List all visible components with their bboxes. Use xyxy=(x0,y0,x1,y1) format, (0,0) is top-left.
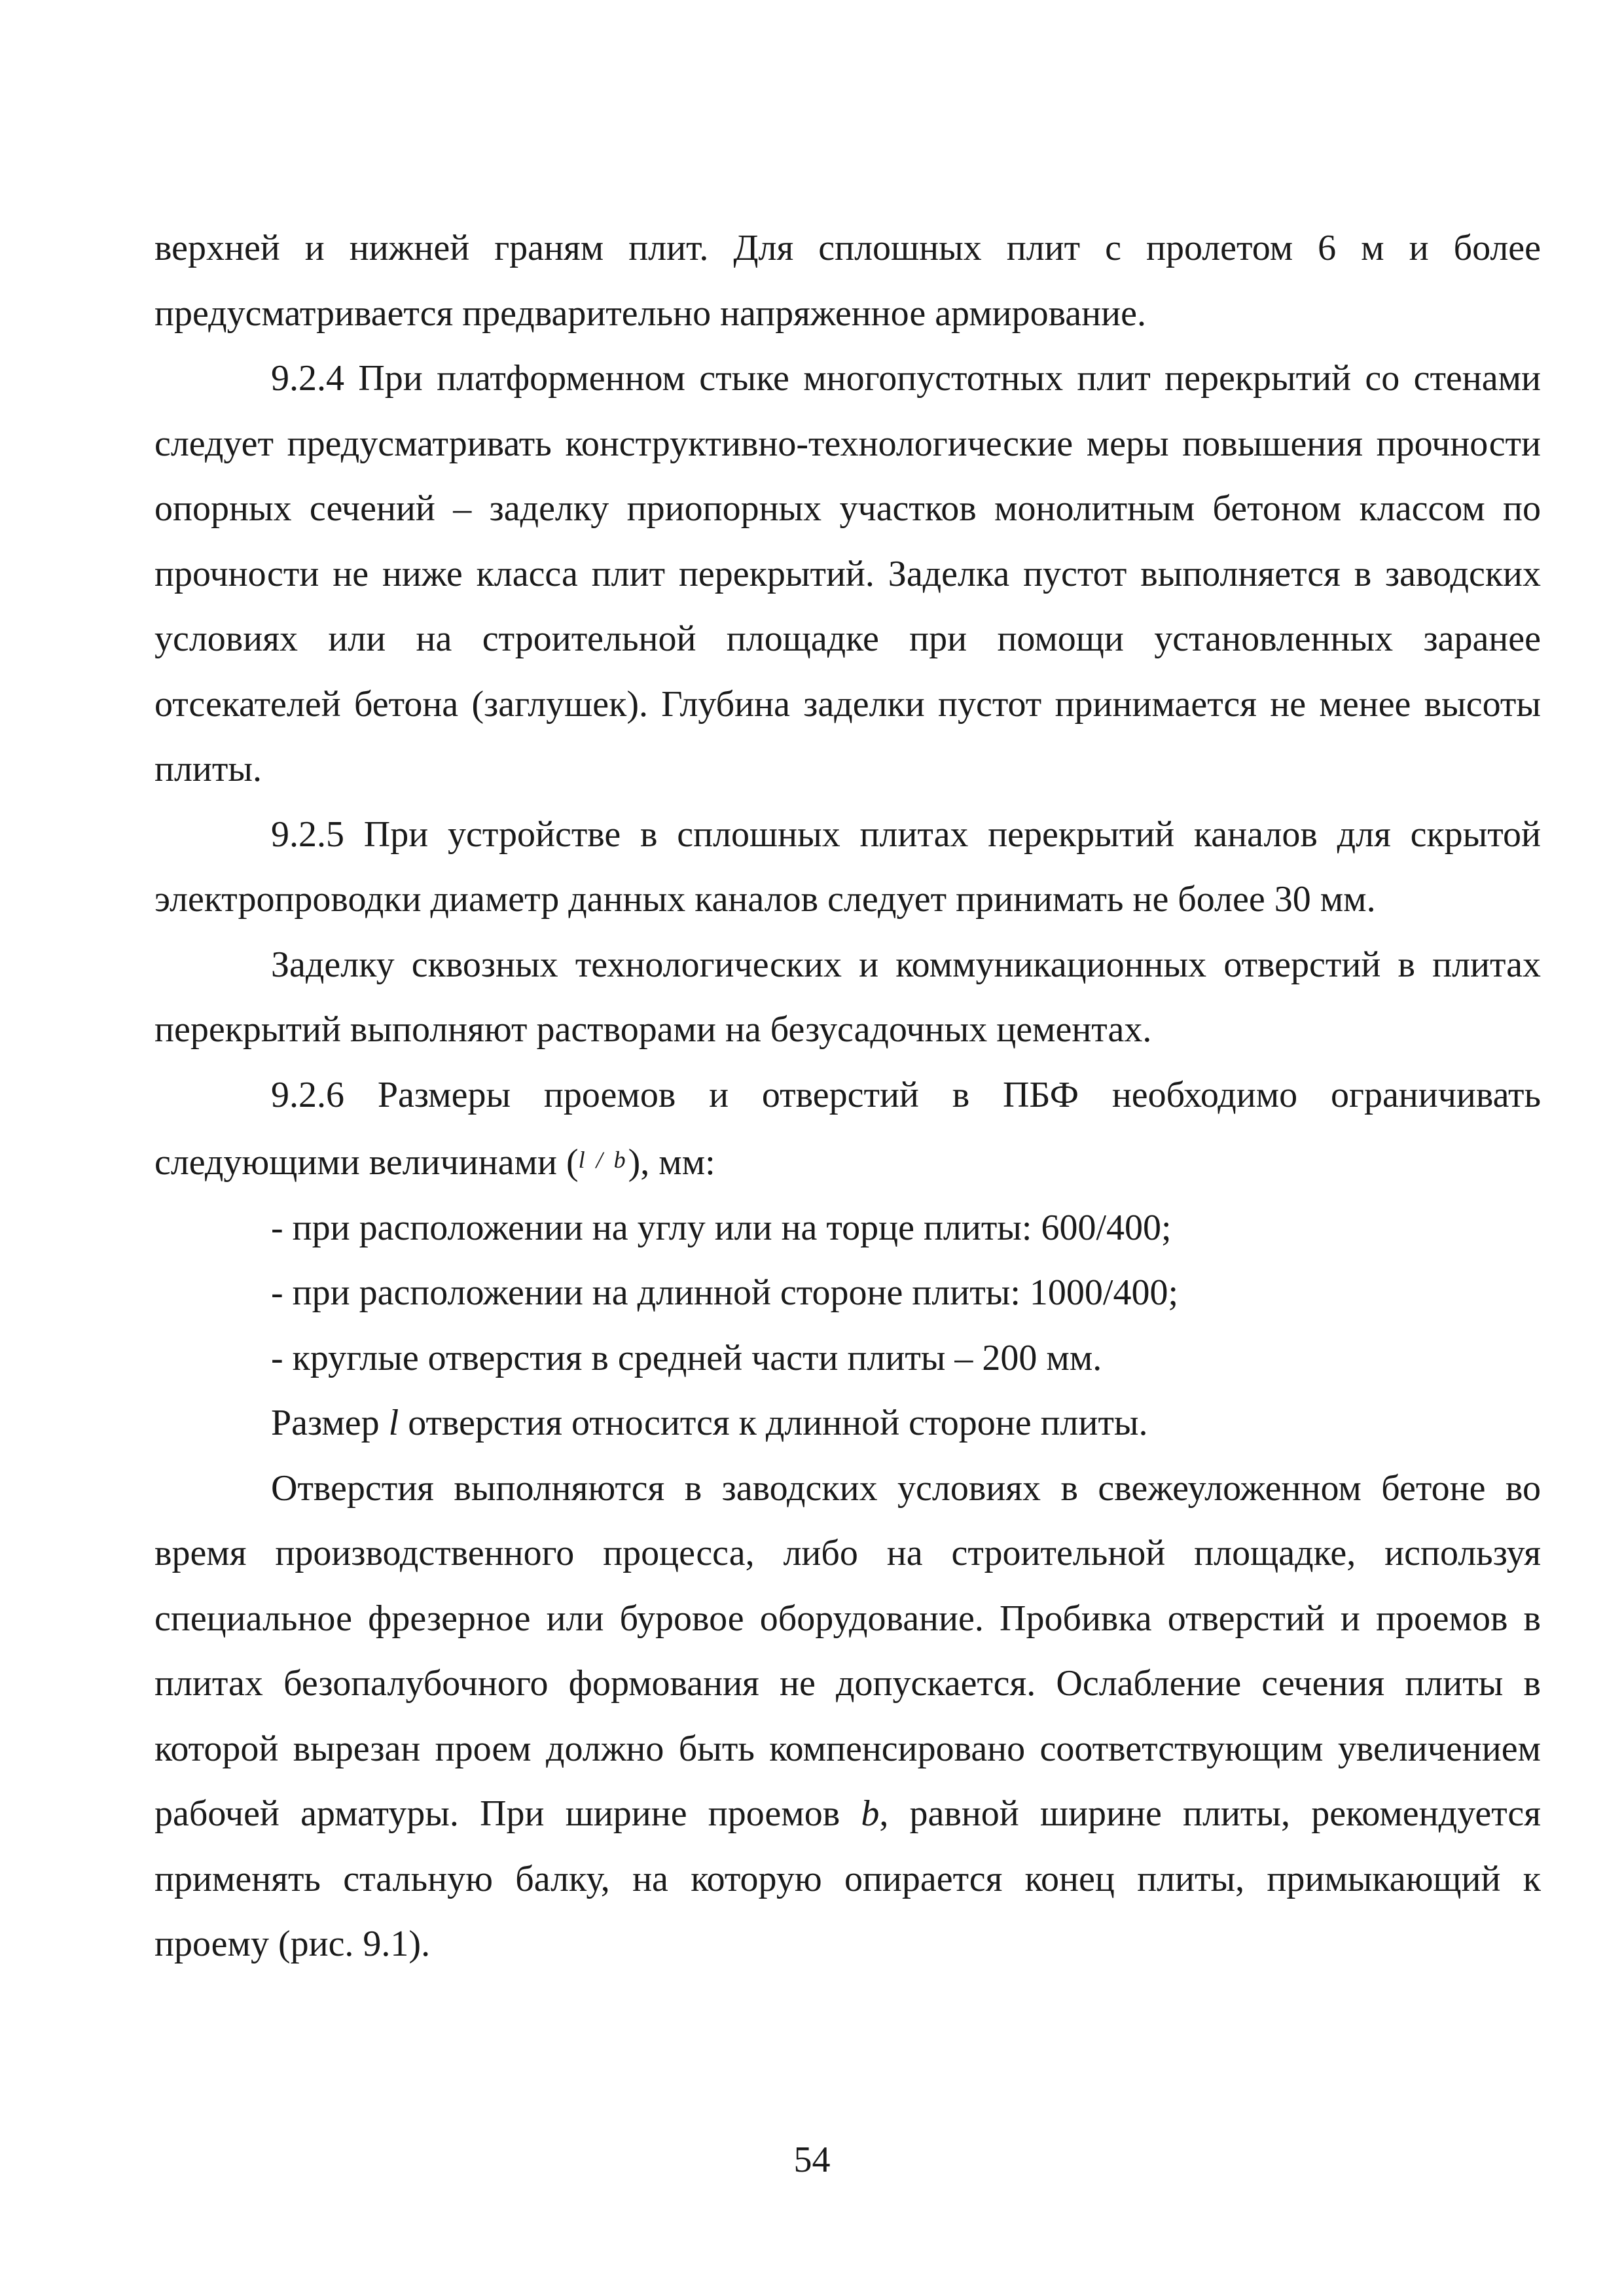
paragraph-openings-execution xyxy=(154,1456,1541,1977)
paragraph-size-l-pre: Размер xyxy=(271,1403,389,1443)
paragraph-9-2-6-tail: ), мм: xyxy=(628,1142,715,1183)
paragraph-9-2-6-text: 9.2.6 Размеры проемов и отверстий в ПБФ необходимо ограничивать следующими величинами ( xyxy=(154,1074,1541,1183)
formula-l-over-b: l / b xyxy=(578,1147,628,1173)
paragraph-size-l xyxy=(154,1391,1541,1456)
paragraph-sealing-openings: Заделку сквозных технологических и коммуникационных отверстий в плитах перекрытий выполняют растворами на безусадочных цементах. xyxy=(154,944,1541,1050)
paragraph-openings-post: , равной ширине плиты, рекомендуется применять стальную балку, на которую опирается конец плиты, примыкающий к проему (рис. 9.1). xyxy=(154,1793,1541,1964)
variable-b: b xyxy=(861,1793,880,1834)
page-number: 54 xyxy=(793,2140,831,2180)
variable-l: l xyxy=(388,1403,399,1443)
paragraph-openings-pre: Отверстия выполняются в заводских условиях в свежеуложенном бетоне во время производственного процесса, либо на строительной площадке, используя специальное фрезерное или буровое оборудование. Пробивка отверстий и проемов в плитах безопалубочного формования не допускается. Ослабление сечения плиты в которой вырезан проем должно быть компенсировано соответствующим увеличением рабочей арматуры. При ширине проемов xyxy=(154,1467,1541,1834)
list-item-corner: - при расположении на углу или на торце плиты: 600/400; xyxy=(271,1207,1172,1248)
paragraph-size-l-post: отверстия относится к длинной стороне плиты. xyxy=(399,1403,1148,1443)
document-body xyxy=(154,216,1541,1977)
paragraph-9-2-4: 9.2.4 При платформенном стыке многопустотных плит перекрытий со стенами следует предусматривать конструктивно-технологические меры повышения прочности опорных сечений – заделку приопорных участков монолитным бетоном классом по прочности не ниже класса плит перекрытий. Заделка пустот выполняется в заводских условиях или на строительной площадке при помощи установленных заранее отсекателей бетона (заглушек). Глубина заделки пустот принимается не менее высоты плиты. xyxy=(154,358,1541,789)
paragraph-9-2-5: 9.2.5 При устройстве в сплошных плитах перекрытий каналов для скрытой электропроводки диаметр данных каналов следует принимать не более 30 мм. xyxy=(154,814,1541,920)
paragraph-9-2-6 xyxy=(154,1063,1541,1196)
list-item-round-holes: - круглые отверстия в средней части плиты – 200 мм. xyxy=(271,1337,1102,1378)
paragraph-continuation: верхней и нижней граням плит. Для сплошных плит с пролетом 6 м и более предусматривается предварительно напряженное армирование. xyxy=(154,228,1541,334)
list-item-long-side: - при расположении на длинной стороне плиты: 1000/400; xyxy=(271,1272,1178,1313)
